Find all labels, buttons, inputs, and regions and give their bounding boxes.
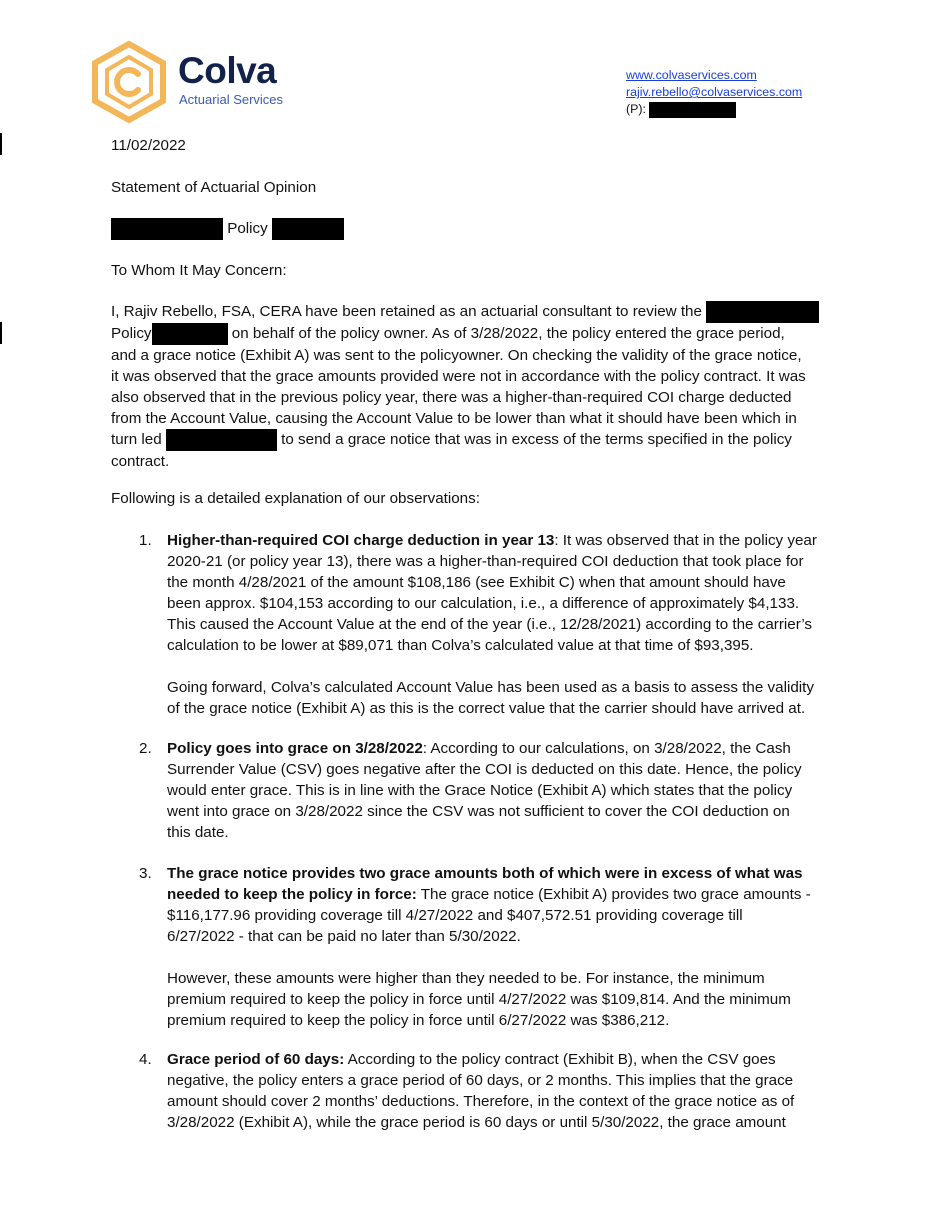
redaction-block: [649, 102, 736, 118]
text-line: calculation to be lower at $89,071 than Colva’s calculated value at that time of $93,395.: [167, 637, 754, 654]
text-span: I, Rajiv Rebello, FSA, CERA have been retained as an actuarial consultant to review the: [111, 303, 702, 321]
letter-title: Statement of Actuarial Opinion: [111, 179, 317, 196]
logo-subtitle: Actuarial Services: [179, 92, 284, 107]
text-line: premium required to keep the policy in force until 4/27/2022 was $109,814. And the minimum: [167, 991, 791, 1008]
item-heading: Policy goes into grace on 3/28/2022: [167, 740, 423, 757]
intro-paragraph: [111, 301, 838, 472]
hexagon-c-icon: [90, 40, 168, 124]
redaction-block: [111, 218, 223, 240]
text-line: contract.: [111, 453, 170, 470]
text-line: $116,177.96 providing coverage till 4/27/2022 and $407,572.51 providing coverage till: [167, 907, 743, 924]
text-line: However, these amounts were higher than they needed to be. For instance, the minimum: [167, 970, 765, 987]
text-span: turn led: [111, 431, 162, 449]
text-line: been approx. $104,153 according to our calculation, i.e., a difference of approximately $4,133.: [167, 595, 800, 612]
text-span: Policy: [111, 325, 152, 343]
letter-date: 11/02/2022: [111, 137, 186, 154]
redaction-block: [272, 218, 344, 240]
text-line: Going forward, Colva’s calculated Account Value has been used as a basis to assess the validity: [167, 679, 814, 696]
text-line: the month 4/28/2021 of the amount $108,186 (see Exhibit C) when that amount should have: [167, 574, 786, 591]
margin-mark: [0, 322, 2, 344]
text-line: negative, the policy enters a grace period of 60 days, or 2 months. This implies that the grace: [167, 1072, 794, 1089]
phone-line: [626, 101, 802, 118]
text-span: According to the policy contract (Exhibit B), when the CSV goes: [344, 1051, 776, 1068]
text-span: to send a grace notice that was in excess of the terms specified in the policy: [281, 431, 792, 449]
text-line: also observed that in the previous policy year, there was a higher-than-required COI charge deducted: [111, 389, 792, 406]
redaction-block: [166, 429, 277, 451]
redaction-block: [152, 323, 228, 345]
text-span: The grace notice (Exhibit A) provides two grace amounts -: [416, 886, 811, 903]
item-number: 3.: [139, 865, 152, 882]
text-line: Surrender Value (CSV) goes negative after the COI is deducted on this date. Hence, the policy: [167, 761, 802, 778]
salutation: To Whom It May Concern:: [111, 262, 287, 279]
redaction-block: [706, 301, 819, 323]
website-link[interactable]: www.colvaservices.com: [626, 68, 757, 82]
contact-block: [626, 67, 802, 118]
item-number: 4.: [139, 1051, 152, 1068]
text-line: amount should cover 2 months’ deductions. Therefore, in the context of the grace notice as of: [167, 1093, 795, 1110]
text-line: 6/27/2022 - that can be paid no later than 5/30/2022.: [167, 928, 521, 945]
text-line: of the grace notice (Exhibit A) as this is the correct value that the carrier should have arrived at.: [167, 700, 806, 717]
text-line: went into grace on 3/28/2022 since the CSV was not sufficient to cover the COI deduction on: [167, 803, 790, 820]
text-span: on behalf of the policy owner. As of 3/28/2022, the policy entered the grace period,: [231, 325, 785, 343]
text-line: from the Account Value, causing the Account Value to be lower than what it should have been which in: [111, 410, 797, 427]
colva-logo: [90, 40, 320, 124]
item-number: 2.: [139, 740, 152, 757]
item-heading: needed to keep the policy in force:: [167, 886, 417, 903]
item-heading: Higher-than-required COI charge deduction in year 13: [167, 532, 555, 549]
text-span: : It was observed that in the policy year: [554, 532, 817, 549]
observation-item-1: [111, 530, 838, 719]
phone-label: (P):: [626, 102, 646, 116]
text-line: [111, 429, 838, 451]
text-span: : According to our calculations, on 3/28/2022, the Cash: [422, 740, 791, 757]
text-line: premium required to keep the policy in force until 6/27/2022 was $386,212.: [167, 1012, 670, 1029]
text-line: would enter grace. This is in line with the Grace Notice (Exhibit A) which states that the policy: [167, 782, 793, 799]
policy-reference: [111, 218, 838, 240]
observation-item-3: [111, 863, 838, 1031]
text-line: 3/28/2022 (Exhibit A), while the grace period is 60 days or until 5/30/2022, the grace amount: [167, 1114, 786, 1131]
text-line: [111, 301, 838, 323]
policy-label: Policy: [227, 220, 268, 238]
item-heading: The grace notice provides two grace amounts both of which were in excess of what was: [167, 865, 803, 882]
text-line: [111, 323, 838, 345]
item-number: 1.: [139, 532, 152, 549]
margin-mark: [0, 133, 2, 155]
observation-item-2: [111, 738, 838, 843]
text-line: it was observed that the grace amounts provided were not in accordance with the policy contract. It was: [111, 368, 806, 385]
text-line: 2020-21 (or policy year 13), there was a higher-than-required COI deduction that took place for: [167, 553, 804, 570]
text-line: this date.: [167, 824, 229, 841]
email-link[interactable]: rajiv.rebello@colvaservices.com: [626, 85, 803, 99]
logo-name: Colva: [178, 50, 277, 91]
item-heading: Grace period of 60 days:: [167, 1051, 345, 1068]
text-line: This caused the Account Value at the end of the year (i.e., 12/28/2021) according to the carrier’s: [167, 616, 813, 633]
following-line: Following is a detailed explanation of our observations:: [111, 490, 480, 507]
observation-item-4: [111, 1049, 838, 1133]
text-line: and a grace notice (Exhibit A) was sent to the policyowner. On checking the validity of the grace notice,: [111, 347, 802, 364]
